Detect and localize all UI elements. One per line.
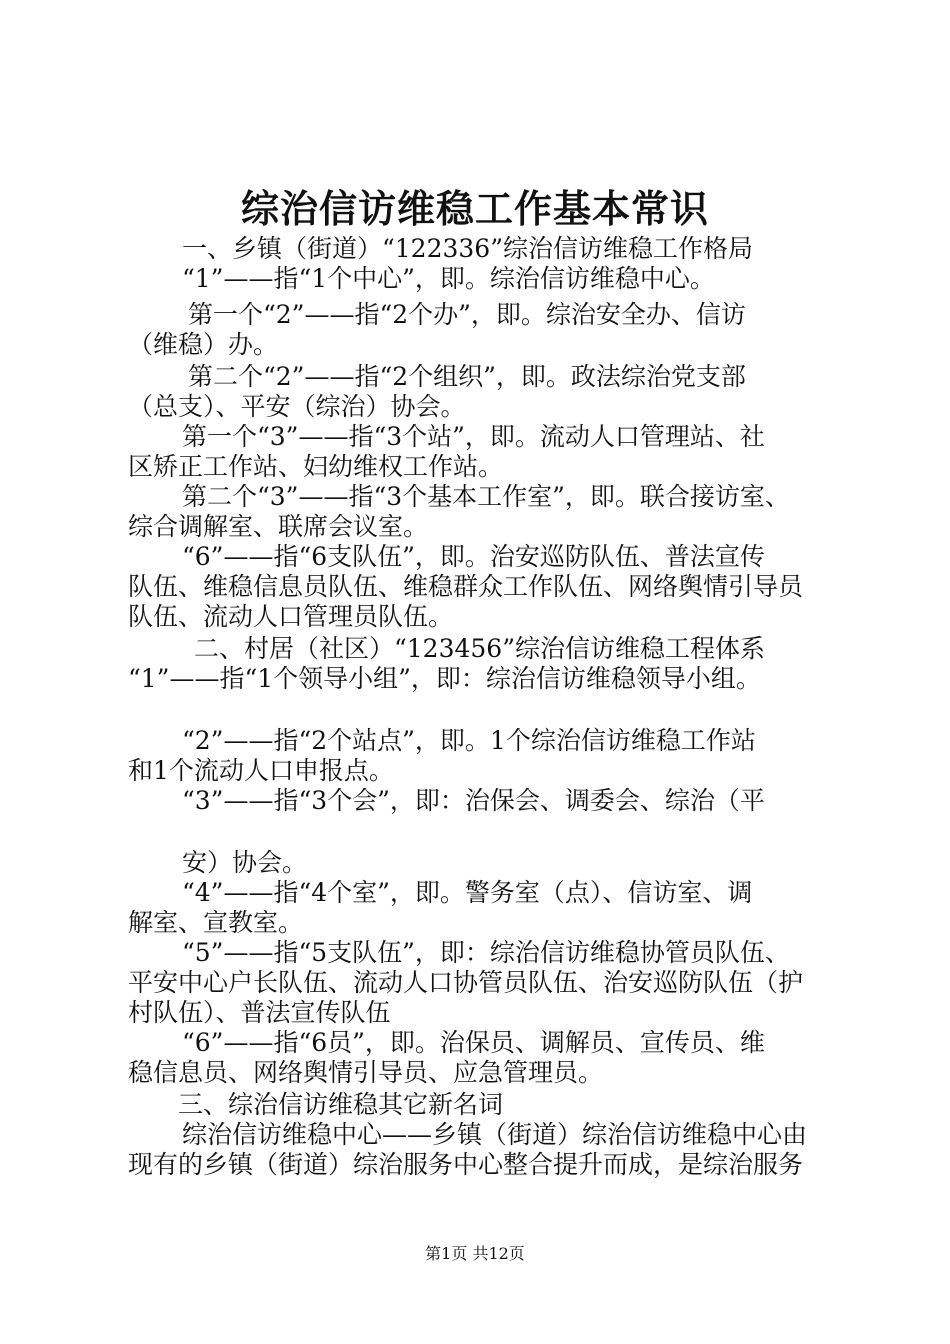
paragraph-line: “6”——指“6支队伍”，即。治安巡防队伍、普法宣传 [182, 542, 765, 571]
paragraph-line: 队伍、维稳信息员队伍、维稳群众工作队伍、网络舆情引导员 [128, 572, 804, 601]
paragraph-line: “6”——指“6员”，即。治保员、调解员、宣传员、维 [182, 1028, 765, 1057]
paragraph-line: “5”——指“5支队伍”，即：综治信访维稳协管员队伍、 [182, 938, 790, 967]
paragraph-line: 安）协会。 [182, 848, 308, 877]
paragraph-line: （维稳）办。 [128, 330, 279, 359]
document-title: 综治信访维稳工作基本常识 [240, 186, 709, 231]
paragraph-line: “1”——指“1个中心”，即。综治信访维稳中心。 [182, 264, 715, 293]
paragraph-line: 区矫正工作站、妇幼维权工作站。 [128, 452, 504, 481]
paragraph-line: 现有的乡镇（街道）综治服务中心整合提升而成，是综治服务 [128, 1150, 804, 1179]
paragraph-line: 二、村居（社区）“123456”综治信访维稳工程体系 [194, 634, 765, 663]
paragraph-line: “3”——指“3个会”，即：治保会、调委会、综治（平 [182, 786, 765, 815]
paragraph-line: 解室、宣教室。 [128, 908, 304, 937]
paragraph-line: 一、乡镇（街道）“122336”综治信访维稳工作格局 [182, 234, 753, 263]
paragraph-line: （总支）、平安（综治）协会。 [128, 392, 466, 421]
paragraph-line: 稳信息员、网络舆情引导员、应急管理员。 [128, 1058, 604, 1087]
paragraph-line: “4”——指“4个室”，即。警务室（点）、信访室、调 [182, 878, 753, 907]
paragraph-line: 和1个流动人口申报点。 [128, 756, 394, 785]
paragraph-line: 综治信访维稳中心——乡镇（街道）综治信访维稳中心由 [182, 1120, 808, 1149]
section-heading: 三、综治信访维稳其它新名词 [178, 1090, 504, 1119]
paragraph-line: 平安中心户长队伍、流动人口协管员队伍、治安巡防队伍（护 [128, 968, 804, 997]
paragraph-line: “2”——指“2个站点”，即。1个综治信访维稳工作站 [182, 726, 756, 755]
paragraph-line: 第二个“2”——指“2个组织”，即。政法综治党支部 [188, 362, 746, 391]
paragraph-line: “1”——指“1个领导小组”，即：综治信访维稳领导小组。 [128, 664, 761, 693]
paragraph-line: 第二个“3”——指“3个基本工作室”，即。联合接访室、 [182, 482, 790, 511]
paragraph-line: 村队伍）、普法宣传队伍 [128, 998, 391, 1027]
paragraph-line: 队伍、流动人口管理员队伍。 [128, 602, 454, 631]
paragraph-line: 第一个“3”——指“3个站”，即。流动人口管理站、社 [182, 422, 765, 451]
page-footer: 第1页 共12页 [425, 1244, 525, 1263]
paragraph-line: 综合调解室、联席会议室。 [128, 512, 429, 541]
paragraph-line: 第一个“2”——指“2个办”，即。综治安全办、信访 [188, 300, 746, 329]
